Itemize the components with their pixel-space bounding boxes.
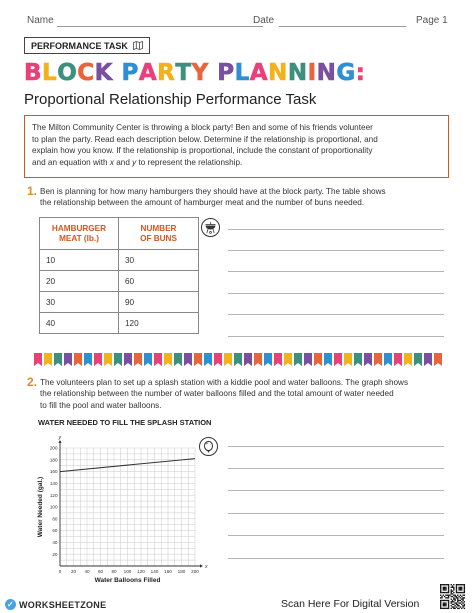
grill-icon [201, 218, 220, 237]
pennant-flag [354, 353, 362, 366]
y-tick-label: 20 [52, 551, 58, 557]
table-cell: 120 [119, 313, 199, 334]
map-icon [133, 41, 143, 50]
x-tick-label: 80 [111, 569, 117, 574]
table-cell: 30 [119, 250, 199, 271]
question-1-number: 1. [27, 184, 38, 198]
y-axis-letter: y [58, 435, 61, 441]
x-axis-arrow [200, 564, 203, 567]
answer-line[interactable] [228, 468, 444, 469]
name-line[interactable] [57, 26, 263, 27]
performance-task-badge [24, 37, 150, 54]
pennant-flag [194, 353, 202, 366]
table-cell: 40 [40, 313, 119, 334]
title-letter: N [268, 60, 288, 86]
table-cell: 60 [119, 271, 199, 292]
answer-line[interactable] [228, 558, 444, 559]
x-axis-label: Water Balloons Filled [94, 577, 161, 584]
table-row [40, 271, 199, 292]
y-axis-label: Water Needed (gal.) [37, 476, 44, 538]
pennant-flag [74, 353, 82, 366]
question-1-text: Ben is planning for how many hamburgers they should have at the block party. The table shows the relationship between the amount of hamburger meat and the number of buns needed. [40, 187, 386, 208]
water-balloon-icon [199, 437, 218, 456]
table-row [40, 313, 199, 334]
pennant-flag [414, 353, 422, 366]
title-letter: G [336, 60, 356, 86]
title-letter: R [157, 60, 176, 86]
pennant-flag [234, 353, 242, 366]
title-letter: Y [191, 60, 209, 86]
y-tick-label: 40 [52, 540, 58, 545]
scan-for-digital-text: Scan Here For Digital Version [281, 598, 420, 610]
x-tick-label: 160 [164, 569, 172, 574]
name-label: Name [27, 15, 54, 26]
title-letter: C [77, 60, 95, 86]
pennant-flag [344, 353, 352, 366]
hamburger-table [39, 217, 199, 334]
pennant-flag [244, 353, 252, 366]
pennant-flag [264, 353, 272, 366]
title-letter: L [42, 60, 58, 86]
question-2-text: The volunteers plan to set up a splash station with a kiddie pool and water balloons. The graph shows the relationship between the number of water balloons filled and the total amount of water needed to fill the pool and water balloons. [40, 378, 409, 410]
table-row [40, 292, 199, 313]
title-letter: K [94, 60, 113, 86]
x-tick-label: 60 [97, 569, 104, 574]
pennant-flag [214, 353, 222, 366]
pennant-flag [104, 353, 112, 366]
pennant-banner-divider [33, 353, 443, 368]
pennant-flag [364, 353, 372, 366]
table-row [40, 250, 199, 271]
title-letter: B [24, 60, 43, 86]
pennant-flag [304, 353, 312, 366]
intro-line: The Milton Community Center is throwing a block party! Ben and some of his friends volunteer [32, 123, 373, 132]
pennant-flag [334, 353, 342, 366]
pennant-flag [124, 353, 132, 366]
table-cell: 20 [40, 271, 119, 292]
y-tick-label: 60 [52, 528, 58, 534]
x-tick-label: 40 [84, 569, 90, 574]
worksheetzone-logo[interactable]: ✓ WORKSHEETZONE [6, 599, 107, 610]
x-tick-label: 140 [150, 569, 159, 574]
pennant-flag [274, 353, 282, 366]
y-tick-label: 200 [49, 445, 58, 451]
pennant-flag [404, 353, 412, 366]
intro-line: to plan the party. Read each description below. Determine if the relationship is proportional, and [32, 134, 378, 144]
pennant-flag [34, 353, 42, 366]
pennant-flag [204, 353, 212, 366]
badge-label: PERFORMANCE TASK [31, 40, 128, 51]
pennant-flag [114, 353, 122, 366]
page-number: Page 1 [416, 15, 448, 26]
pennant-flag [394, 353, 402, 366]
name-date-header [17, 15, 457, 29]
pennant-flag [314, 353, 322, 366]
page-title [24, 60, 454, 88]
title-letter: I [307, 60, 317, 86]
pennant-flag [224, 353, 232, 366]
answer-line[interactable] [228, 446, 444, 447]
answer-line[interactable] [228, 336, 444, 337]
chart-title: WATER NEEDED TO FILL THE SPLASH STATION [38, 418, 212, 427]
answer-line[interactable] [228, 314, 444, 315]
answer-line[interactable] [228, 293, 444, 294]
logo-mark-icon: ✓ [6, 600, 14, 609]
pennant-flag [174, 353, 182, 366]
answer-line[interactable] [228, 271, 444, 272]
x-tick-label: 200 [191, 569, 199, 574]
answer-line[interactable] [228, 490, 444, 491]
pennant-flag [254, 353, 262, 366]
title-letter: O [57, 60, 78, 86]
date-label: Date [253, 15, 275, 26]
pennant-flag [324, 353, 332, 366]
date-line[interactable] [279, 26, 406, 27]
y-tick-label: 120 [49, 492, 58, 498]
intro-line: explain how you know. If the relationship is proportional, include the constant of proportionality [32, 146, 373, 156]
answer-line[interactable] [228, 229, 444, 230]
x-tick-label: 20 [70, 569, 77, 574]
title-letter [209, 60, 218, 86]
qr-code-icon[interactable] [440, 584, 465, 609]
pennant-flag [164, 353, 172, 366]
pennant-flag [44, 353, 52, 366]
pennant-flag [294, 353, 302, 366]
intro-line: and an equation with x and y to represent the relationship. [32, 157, 243, 167]
answer-line[interactable] [228, 513, 444, 514]
pennant-flag [384, 353, 392, 366]
y-tick-label: 160 [49, 469, 58, 475]
pennant-flag [134, 353, 142, 366]
y-tick-label: 80 [52, 516, 58, 522]
title-letter: L [234, 60, 250, 86]
title-letter: P [217, 60, 235, 86]
title-letter [113, 60, 122, 86]
pennant-flag [424, 353, 432, 366]
x-axis-letter: x [205, 564, 208, 570]
pennant-flag [374, 353, 382, 366]
pennant-flag [84, 353, 92, 366]
y-tick-label: 100 [49, 504, 58, 510]
intro-description [24, 115, 449, 178]
pennant-flag [184, 353, 192, 366]
title-letter: A [138, 60, 158, 86]
x-tick-label: 0 [58, 569, 62, 574]
table-cell: 90 [119, 292, 199, 313]
y-tick-label: 140 [49, 481, 58, 486]
pennant-flag [144, 353, 152, 366]
table-header-meat: HAMBURGER MEAT (lb.) [40, 218, 119, 250]
pennant-flag [94, 353, 102, 366]
table-cell: 30 [40, 292, 119, 313]
water-chart [30, 426, 208, 586]
pennant-flag [154, 353, 162, 366]
pennant-flag [284, 353, 292, 366]
y-tick-label: 180 [49, 457, 58, 463]
title-letter: A [249, 60, 269, 86]
x-tick-label: 100 [123, 569, 132, 574]
title-letter: P [121, 60, 139, 86]
title-letter: N [287, 60, 308, 86]
x-tick-label: 180 [177, 569, 186, 574]
table-cell: 10 [40, 250, 119, 271]
pennant-flag [434, 353, 442, 366]
answer-line[interactable] [228, 535, 444, 536]
answer-line[interactable] [228, 250, 444, 251]
title-letter: T [175, 60, 192, 86]
page-subtitle: Proportional Relationship Performance Task [24, 91, 317, 108]
x-tick-label: 120 [137, 569, 145, 574]
question-2-number: 2. [27, 375, 38, 389]
title-letter: N [316, 60, 337, 86]
table-header-buns: NUMBER OF BUNS [119, 218, 199, 250]
title-letter: : [355, 60, 366, 86]
pennant-flag [64, 353, 72, 366]
pennant-flag [54, 353, 62, 366]
